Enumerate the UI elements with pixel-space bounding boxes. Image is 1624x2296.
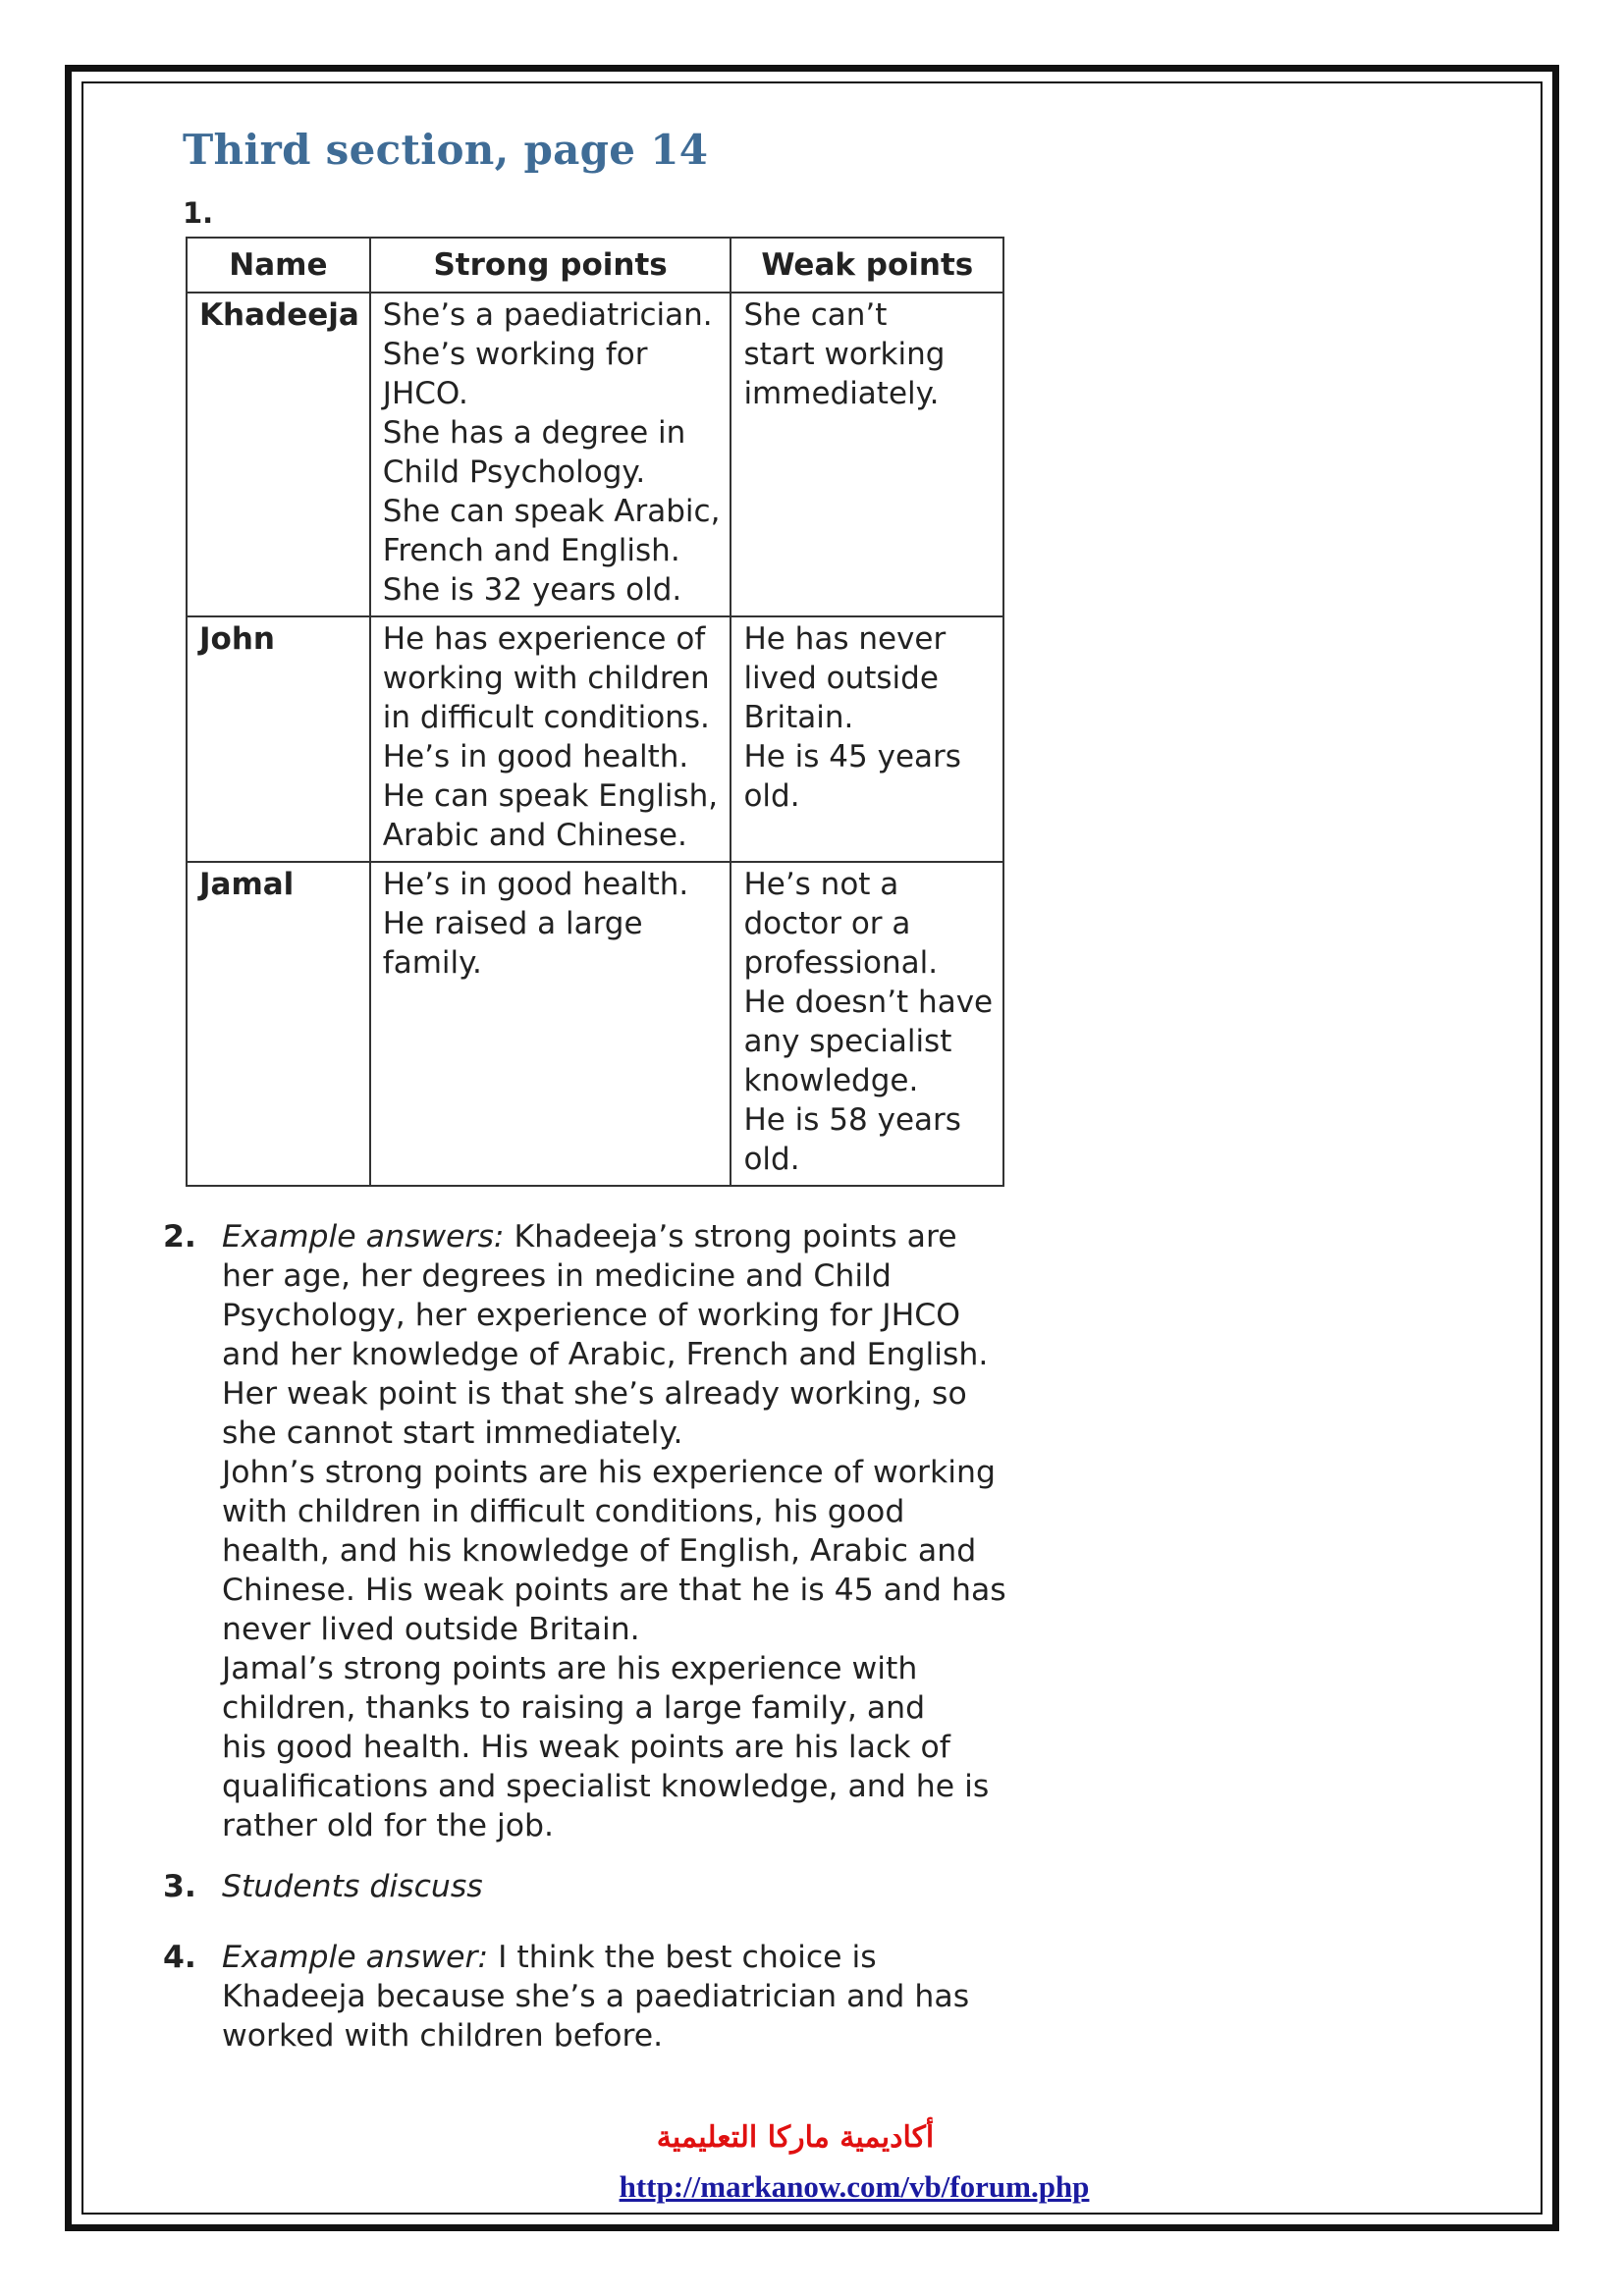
table-row — [187, 293, 1003, 616]
weak-points-cell — [731, 616, 1003, 862]
weak-point-line: He doesn’t have — [743, 985, 994, 1020]
weak-point-line: He is 45 years — [743, 739, 961, 774]
table-row — [187, 616, 1003, 862]
answer-label: Students discuss — [222, 1869, 483, 1904]
answer-line: she cannot start immediately. — [222, 1415, 683, 1451]
answer-line: Psychology, her experience of working for JHCO — [222, 1298, 961, 1333]
strong-point-line: She can speak Arabic, — [382, 494, 721, 529]
strong-point-line: JHCO. — [382, 376, 468, 411]
answer-line — [222, 1867, 1047, 1906]
table-row — [187, 862, 1003, 1186]
weak-point-line: He has never — [743, 621, 947, 657]
strong-point-line: She has a degree in — [382, 415, 686, 451]
answer-line: with children in difficult conditions, his good — [222, 1494, 905, 1529]
weak-point-line: old. — [743, 1142, 800, 1177]
answer-number: 2. — [163, 1219, 196, 1255]
strengths-weaknesses-table — [186, 237, 1004, 1187]
strong-point-line: Arabic and Chinese. — [382, 818, 687, 853]
answer-number: 3. — [163, 1869, 196, 1904]
weak-point-line: old. — [743, 778, 800, 814]
strong-points-cell — [370, 862, 731, 1186]
weak-point-line: lived outside — [743, 661, 939, 696]
weak-point-line: knowledge. — [743, 1063, 919, 1098]
weak-point-line: He’s not a — [743, 867, 899, 902]
candidate-name: Jamal — [187, 862, 370, 1186]
candidate-name: Khadeeja — [187, 293, 370, 616]
answer-label: Example answer: — [222, 1940, 489, 1975]
answer-line: health, and his knowledge of English, Arabic and — [222, 1533, 977, 1569]
strong-point-line: He’s in good health. — [382, 739, 689, 774]
weak-points-cell — [731, 293, 1003, 616]
answer-line: Khadeeja because she’s a paediatrician and has — [222, 1979, 970, 2014]
section-title: Third section, page 14 — [183, 126, 709, 174]
column-header-name: Name — [187, 238, 370, 293]
weak-points-cell — [731, 862, 1003, 1186]
weak-point-line: professional. — [743, 945, 939, 981]
answer-line: never lived outside Britain. — [222, 1612, 640, 1647]
strong-point-line: He can speak English, — [382, 778, 719, 814]
strong-point-line: Child Psychology. — [382, 454, 646, 490]
answer-line: Chinese. His weak points are that he is 45 and has — [222, 1573, 1006, 1608]
answer-item — [163, 1867, 1047, 1906]
candidate-name: John — [187, 616, 370, 862]
strong-point-line: family. — [382, 945, 482, 981]
strong-points-cell — [370, 616, 731, 862]
strong-points-cell — [370, 293, 731, 616]
answer-line: worked with children before. — [222, 2018, 664, 2054]
table-header-row — [187, 238, 1003, 293]
footer-forum-link[interactable]: http://markanow.com/vb/forum.php — [619, 2169, 1090, 2204]
answer-item — [163, 1217, 1047, 1845]
answers-list — [163, 1217, 1047, 2056]
answer-label: Example answers: — [222, 1219, 505, 1255]
answer-line: qualifications and specialist knowledge, and he is — [222, 1769, 990, 1804]
weak-point-line: any specialist — [743, 1024, 952, 1059]
answer-number: 4. — [163, 1940, 196, 1975]
footer-academy-name: أكاديمية ماركا التعليمية — [656, 2120, 935, 2155]
answer-line: his good health. His weak points are his lack of — [222, 1730, 950, 1765]
answer-line — [222, 1217, 1047, 1256]
weak-point-line: Britain. — [743, 700, 854, 735]
weak-point-line: doctor or a — [743, 906, 911, 941]
answer-line: children, thanks to raising a large family, and — [222, 1690, 926, 1726]
answer-text: Khadeeja’s strong points are — [504, 1219, 957, 1255]
question-1-number: 1. — [183, 196, 214, 230]
strong-point-line: French and English. — [382, 533, 680, 568]
strong-point-line: in difficult conditions. — [382, 700, 710, 735]
answer-line: rather old for the job. — [222, 1808, 555, 1843]
weak-point-line: immediately. — [743, 376, 940, 411]
column-header-strong-points: Strong points — [370, 238, 731, 293]
answer-line: John’s strong points are his experience of working — [222, 1455, 996, 1490]
answer-item — [163, 1938, 1047, 2056]
strong-point-line: She’s a paediatrician. — [382, 297, 713, 333]
answer-line: her age, her degrees in medicine and Child — [222, 1258, 892, 1294]
weak-point-line: start working — [743, 337, 946, 372]
answer-text: I think the best choice is — [488, 1940, 877, 1975]
strong-point-line: She is 32 years old. — [382, 572, 682, 608]
weak-point-line: He is 58 years — [743, 1102, 961, 1138]
strong-point-line: She’s working for — [382, 337, 648, 372]
strong-point-line: He has experience of — [382, 621, 706, 657]
answer-line: and her knowledge of Arabic, French and English. — [222, 1337, 989, 1372]
strong-point-line: He’s in good health. — [382, 867, 689, 902]
answer-line: Jamal’s strong points are his experience with — [222, 1651, 918, 1686]
weak-point-line: She can’t — [743, 297, 888, 333]
strong-point-line: working with children — [382, 661, 710, 696]
column-header-weak-points: Weak points — [731, 238, 1003, 293]
answer-line: Her weak point is that she’s already working, so — [222, 1376, 967, 1412]
answer-line — [222, 1938, 1047, 1977]
strong-point-line: He raised a large — [382, 906, 643, 941]
